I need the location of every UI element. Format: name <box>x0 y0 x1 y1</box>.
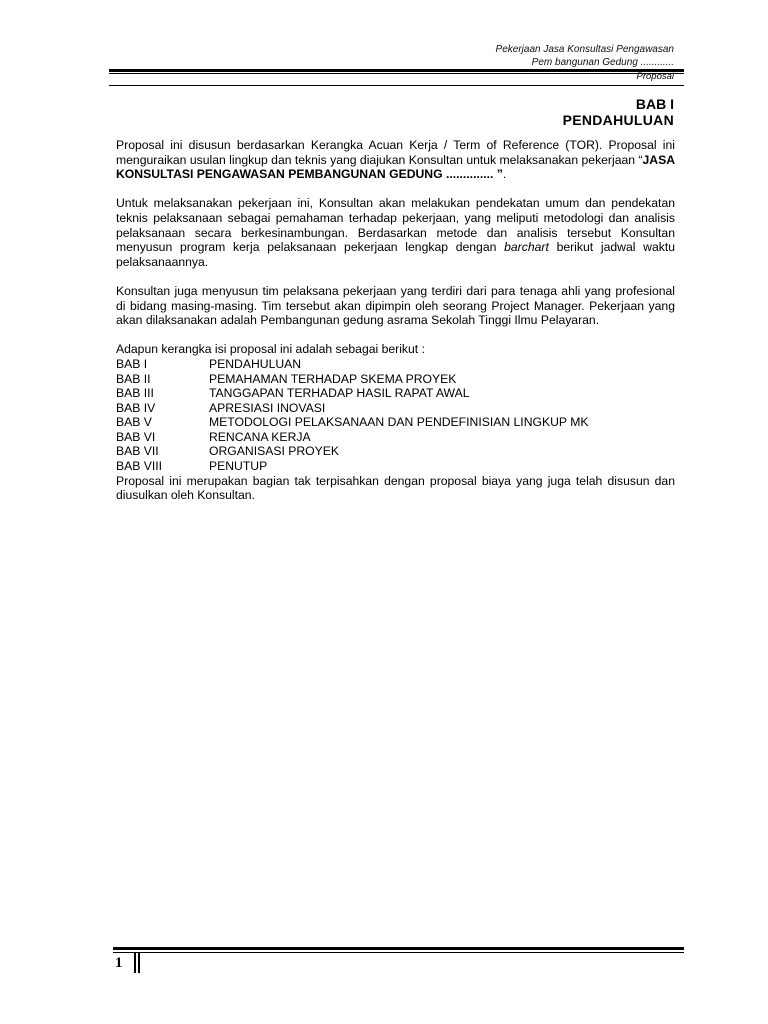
outline-item-label: BAB VII <box>116 444 159 459</box>
header-title-line1: Pekerjaan Jasa Konsultasi Pengawasan <box>495 44 674 55</box>
outline-item <box>116 459 675 474</box>
outline-item <box>116 430 675 445</box>
outline-item-title: APRESIASI INOVASI <box>209 400 326 415</box>
chapter-outline-list <box>116 357 675 474</box>
outline-item-title: PENDAHULUAN <box>209 356 302 371</box>
outline-item-label: BAB V <box>116 415 152 430</box>
header-rule-under <box>109 85 684 86</box>
outline-item-title: TANGGAPAN TERHADAP HASIL RAPAT AWAL <box>209 386 470 401</box>
paragraph-intro-end: . <box>502 167 507 182</box>
paragraph-approach-end: berikut jadwal waktu pelaksanaannya. <box>116 240 675 269</box>
header-rule-thin <box>109 73 684 74</box>
paragraph-intro <box>116 138 675 182</box>
chapter-title: PENDAHULUAN <box>562 112 674 128</box>
outline-item <box>116 415 675 430</box>
paragraph-intro-text: Proposal ini disusun berdasarkan Kerangka Acuan Kerja / Term of Reference (TOR). Proposal ini menguraikan usulan lingkup dan teknis yang diajukan Konsultan untuk melaksanakan pekerjaan “ <box>116 138 675 167</box>
page-number: 1 <box>115 955 123 971</box>
paragraph-team: Konsultan juga menyusun tim pelaksana pekerjaan yang terdiri dari para tenaga ahli yang profesional di bidang masing-masing. Tim tersebut akan dipimpin oleh seorang Project Manager. Pekerjaan yang akan dilaksanakan adalah Pembangunan gedung asrama Sekolah Tinggi Ilmu Pelayaran. <box>116 283 675 328</box>
paragraph-approach <box>116 196 675 269</box>
outline-item-label: BAB VI <box>116 429 156 444</box>
header-title-line2: Pem bangunan Gedung ............ <box>531 57 674 68</box>
outline-item-title: RENCANA KERJA <box>209 429 311 444</box>
header-section-label: Proposal <box>636 71 674 82</box>
paragraph-outline-intro: Adapun kerangka isi proposal ini adalah sebagai berikut : <box>116 342 425 357</box>
outline-item-label: BAB IV <box>116 400 156 415</box>
outline-item <box>116 386 675 401</box>
outline-item <box>116 401 675 416</box>
outline-item-title: ORGANISASI PROYEK <box>209 444 340 459</box>
paragraph-approach-text: Untuk melaksanakan pekerjaan ini, Konsultan akan melakukan pendekatan umum dan pendekatan teknis pelaksanaan sebagai pemahaman terhadap pekerjaan, yang meliputi metodologi dan analisis pelaksanaan secara berkesinambungan. Berdasarkan metode dan analisis tersebut Konsultan menyusun program kerja pelaksanaan pekerjaan lengkap dengan <box>116 196 675 255</box>
header-rule <box>109 69 684 72</box>
footer-rule-thin <box>113 952 684 953</box>
outline-item-label: BAB II <box>116 371 151 386</box>
footer-divider-bar <box>134 953 136 973</box>
outline-item-label: BAB I <box>116 356 148 371</box>
footer-divider-bar <box>138 953 140 973</box>
outline-item-title: METODOLOGI PELAKSANAAN DAN PENDEFINISIAN LINGKUP MK <box>209 415 589 430</box>
outline-item-title: PENUTUP <box>209 459 268 474</box>
barchart-term: barchart <box>504 240 549 255</box>
outline-item-label: BAB VIII <box>116 459 163 474</box>
paragraph-closing: Proposal ini merupakan bagian tak terpisahkan dengan proposal biaya yang juga telah disusun dan diusulkan oleh Konsultan. <box>116 473 675 503</box>
outline-item <box>116 357 675 372</box>
chapter-number: BAB I <box>635 96 674 112</box>
outline-item <box>116 444 675 459</box>
outline-item <box>116 372 675 387</box>
outline-item-label: BAB III <box>116 386 154 401</box>
document-body <box>116 138 675 503</box>
outline-item-title: PEMAHAMAN TERHADAP SKEMA PROYEK <box>209 371 457 386</box>
footer-rule <box>113 947 684 950</box>
project-name: JASA KONSULTASI PENGAWASAN PEMBANGUNAN GEDUNG .............. ” <box>116 152 675 182</box>
